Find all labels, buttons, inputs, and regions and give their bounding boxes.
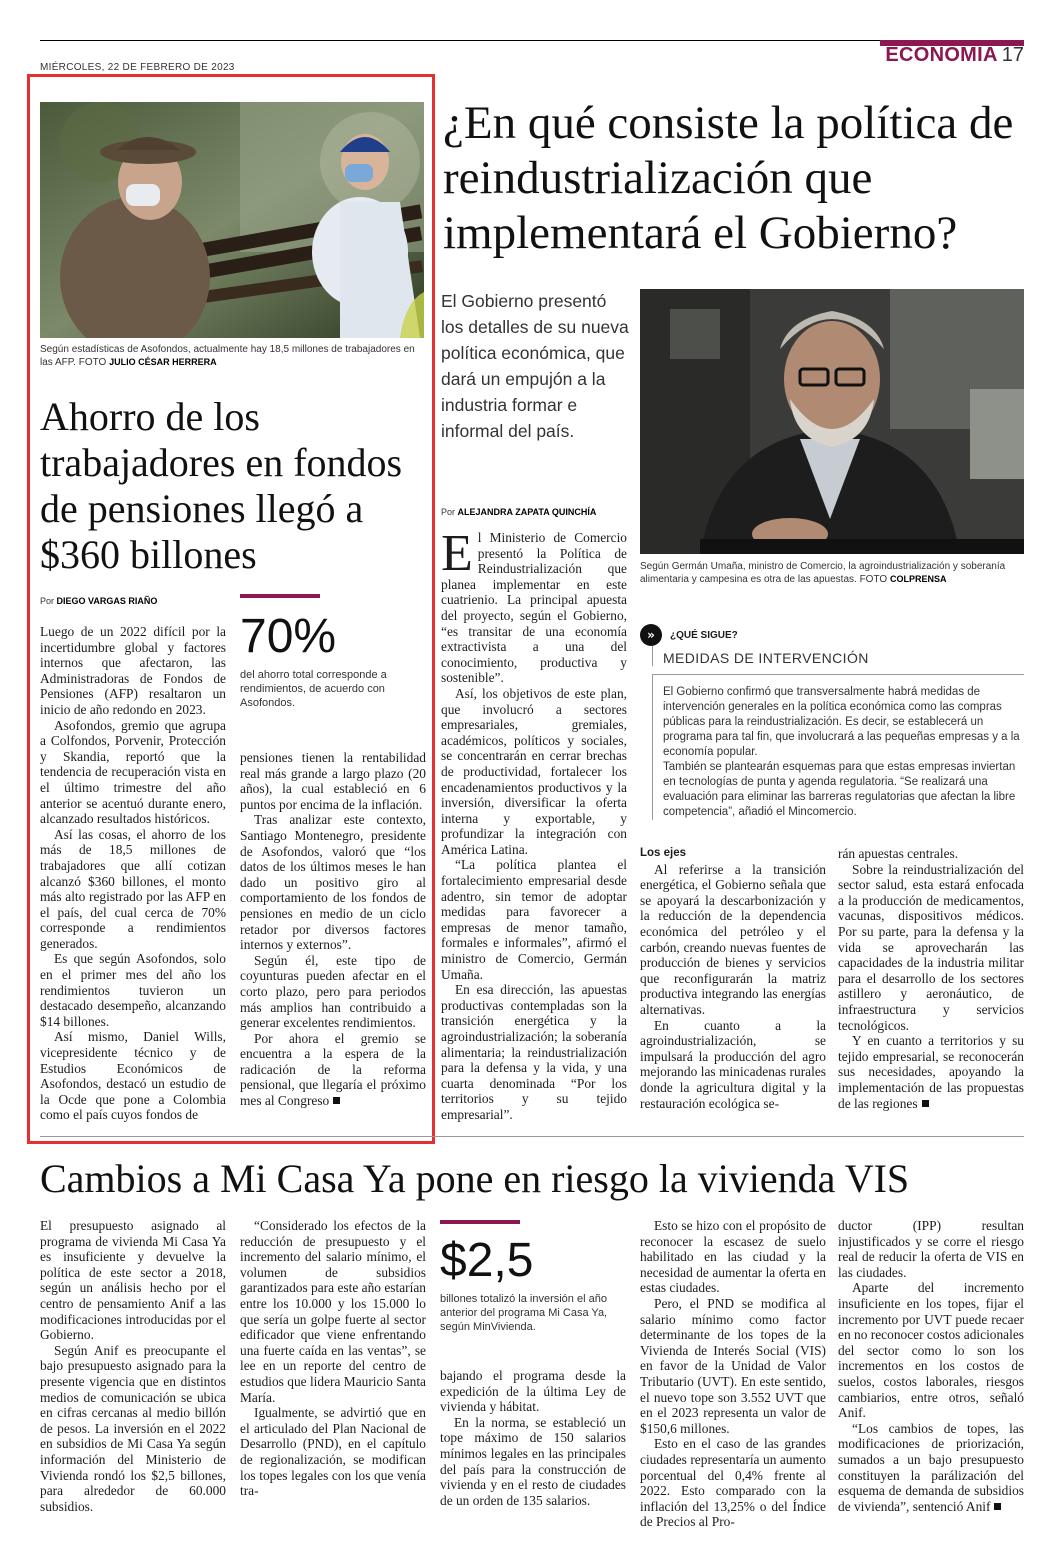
- double-chevron-icon: »: [640, 624, 662, 646]
- subhead-ejes: Los ejes: [640, 847, 687, 859]
- left-stat-text: del ahorro total corresponde a rendimientos, de acuerdo con Asofondos.: [240, 669, 387, 709]
- drop-cap: E: [441, 525, 473, 582]
- section-divider: [40, 1136, 1024, 1137]
- paragraph: Esto se hizo con el propósito de reconocer la escasez de suelo habilitado en las ciudad y la necesidad de aumentar la oferta en estas ciudades.: [640, 1218, 826, 1296]
- main-caption-credit: [860, 574, 947, 585]
- paragraph-text: Por ahora el gremio se encuentra a la espera de la radicación de la reforma pensional, que llegaría el próximo mes al Congreso: [240, 1030, 426, 1109]
- left-caption-credit: [79, 357, 217, 368]
- bottom-column-1: [40, 1218, 226, 1514]
- byline-author: ALEJANDRA ZAPATA QUINCHÍA: [457, 507, 597, 517]
- credit-prefix: FOTO: [78, 357, 107, 368]
- main-headline: ¿En qué consiste la política de reindustrialización que implementará el Gobierno?: [443, 97, 1014, 259]
- minister-photo: [640, 289, 1024, 554]
- paragraph: Al referirse a la transición energética, el Gobierno señala que se apoyará la descarbonización y la reducción de la dependencia económica del petróleo y el carbón, creando nuevas fuentes de producción de bienes y servicios que reconfigurarán la matriz productiva integrando las energías alternativas.: [640, 861, 826, 1017]
- byline-author: DIEGO VARGAS RIAÑO: [56, 596, 158, 606]
- paragraph-text: “Los cambios de topes, las modificaciones de priorización, sumados a un bajo presupuesto constituyen la parálización del esquema de demanda de subsidios de vivienda”, sentenció Anif: [838, 1420, 1024, 1514]
- paragraph: Luego de un 2022 difícil por la incertidumbre global y factores internos que afectaron, las Administradoras de Fondos de Pensiones (AFP) resaltaron un inicio de año redondo en 2023.: [40, 624, 226, 717]
- paragraph: [838, 1033, 1024, 1111]
- box-header: [640, 624, 1024, 646]
- paragraph: Esto en el caso de las grandes ciudades representaría un aumento porcentual del 0,4% frente al 2022. Esto comparado con la inflación del 13,25% o del Índice de Precios al Pro-: [640, 1436, 826, 1530]
- end-mark: [922, 1100, 929, 1107]
- paragraph: [838, 1421, 1024, 1515]
- bottom-stat-text: billones totalizó la inversión el año anterior del programa Mi Casa Ya, según MinVivienda.: [440, 1293, 608, 1333]
- bottom-column-2: [240, 1218, 426, 1499]
- page-number: 17: [1001, 44, 1024, 66]
- left-byline: [40, 596, 157, 606]
- main-column-2: [640, 846, 826, 1111]
- paragraph: ductor (IPP) resultan injustificados y se corre el riesgo real de reducir la oferta de VIS en las ciudades.: [838, 1218, 1024, 1280]
- paragraph: Igualmente, se advirtió que en el articulado del Plan Nacional de Desarrollo (PND), en el capítulo de regionalización, se modifican los topes legales con los que venía tra-: [240, 1405, 426, 1499]
- paragraph: Así mismo, Daniel Wills, vicepresidente técnico y de Estudios Económicos de Asofondos, destacó un estudio de la Ocde que pone a Colombia como el país cuyos fondos de: [40, 1029, 226, 1123]
- issue-date: MIÉRCOLES, 22 DE FEBRERO DE 2023: [40, 62, 235, 73]
- box-title: MEDIDAS DE INTERVENCIÓN: [663, 650, 869, 666]
- left-headline: Ahorro de los trabajadores en fondos de pensiones llegó a $360 billones: [40, 394, 403, 577]
- bottom-headline: Cambios a Mi Casa Ya pone en riesgo la vivienda VIS: [40, 1156, 910, 1201]
- left-caption-text: Según estadísticas de Asofondos, actualmente hay 18,5 millones de trabajadores en las AFP.: [40, 344, 415, 368]
- credit-name: COLPRENSA: [889, 574, 947, 584]
- credit-name: JULIO CÉSAR HERRERA: [109, 357, 217, 367]
- paragraph-text: l Ministerio de Comercio presentó la Política de Reindustrialización que planea implementar en este cuatrienio. La principal apuesta del proyecto, según el Gobierno, “es transitar de una economía extractivista a una del conocimiento, productiva y sostenible”.: [441, 530, 627, 686]
- main-lead: El Gobierno presentó los detalles de su nueva política económica, que dará un empujón a la industria formar e informal del país.: [441, 291, 629, 441]
- paragraph: En la norma, se estableció un tope máximo de 150 salarios mínimos legales en las principales del país para la construcción de vivienda y en el resto de ciudades de un orden de 135 salarios.: [440, 1414, 626, 1508]
- left-stat-rule: [240, 594, 320, 598]
- paragraph: Así, los objetivos de este plan, que involucró a sectores empresariales, gremiales, académicos, políticos y sociales, se concentrarán en cerrar brechas de productividad, fortalecer los encadenamientos productivos y la inversión, diversificar la oferta interna y exportable, y profundizar la integración con América Latina.: [441, 685, 627, 857]
- paragraph: rán apuestas centrales.: [838, 846, 959, 861]
- left-column-2: [240, 750, 426, 1109]
- what-next-box: [640, 624, 1024, 820]
- paragraph: Es que según Asofondos, solo en el primer mes del año los rendimientos tuvieron un destacado desempeño, alcanzando $14 billones.: [40, 951, 226, 1029]
- bottom-column-5: [838, 1218, 1024, 1514]
- box-kicker: ¿QUÉ SIGUE?: [670, 629, 738, 641]
- end-mark: [333, 1097, 340, 1104]
- paragraph: Según Anif es preocupante el bajo presupuesto asignado para la presente vigencia que en distintos medios de comunicación se ubica en cifras cercanas al medio billón de pesos. La inversión en el 2022 en subsidios de Mi Casa Ya según información del Ministerio de Vivienda rondó los $2,5 billones, para alrededor de 60.000 subsidios.: [40, 1342, 226, 1514]
- bottom-stat-rule: [440, 1220, 520, 1224]
- left-photo-caption: [40, 343, 424, 369]
- section-name: ECONOMÍA: [885, 44, 998, 66]
- paragraph: Así las cosas, el ahorro de los más de 18,5 millones de trabajadores que allí cotizan alcanzó $360 billones, el monto más alto registrado por las AFP en el país, del cual cerca de 70% corresponde a rendimientos generados.: [40, 826, 226, 951]
- header-rule: [40, 40, 1024, 41]
- paragraph: bajando el programa desde la expedición de la última Ley de vivienda y hábitat.: [440, 1368, 626, 1415]
- paragraph: En esa dirección, las apuestas productivas contempladas son la transición energética y la agroindustrialización; la soberanía alimentaria; la reindustrialización para la defensa y la vida, y una cuarta denominada “Por los territorios y su tejido empresarial”.: [441, 982, 627, 1122]
- section-label: [885, 44, 1024, 67]
- paragraph: En cuanto a la agroindustrialización, se impulsará la producción del agro mejorando las minicadenas rurales donde la agricultura digital y la restauración ecológica se-: [640, 1017, 826, 1111]
- main-column-1: [441, 525, 627, 1123]
- main-column-3: [838, 846, 1024, 1111]
- box-title-wrap: [652, 646, 1024, 666]
- end-mark: [994, 1503, 1001, 1510]
- left-column-1: [40, 624, 226, 1123]
- bottom-stat-value: $2,5: [440, 1234, 534, 1287]
- paragraph: Tras analizar este contexto, Santiago Montenegro, presidente de Asofondos, valoró que “los datos de los últimos meses le han dado un positivo giro al comportamiento de los fondos de pensiones en medio de un ciclo retador por diversos factores internos y externos”.: [240, 812, 426, 953]
- paragraph: [441, 525, 627, 686]
- paragraph: El presupuesto asignado al programa de vivienda Mi Casa Ya es insuficiente y devuelve la política de este sector a 2018, según un análisis hecho por el centro de pensamiento Anif a las modificaciones introducidas por el Gobierno.: [40, 1218, 226, 1343]
- paragraph: [240, 1031, 426, 1109]
- paragraph: pensiones tienen la rentabilidad real más grande a largo plazo (20 años), la cual estableció en 6 puntos por encima de la inflación.: [240, 750, 426, 812]
- pensioners-photo: [40, 102, 424, 338]
- paragraph: “Considerado los efectos de la reducción de presupuesto y el incremento del salario mínimo, el volumen de subsidios garantizados para este año estarían entre los 10.000 y los 15.000 lo que sería un golpe fuerte al sector edificador que viene enfrentando una fuerte caída en las ventas”, se lee en un reporte del centro de estudios que lidera Mauricio Santa María.: [240, 1218, 426, 1405]
- paragraph: “La política plantea el fortalecimiento empresarial desde adentro, sin temor de adoptar medidas para favorecer a empresas de menor tamaño, formales e informales”, afirmó el ministro de Comercio, Germán Umaña.: [441, 857, 627, 982]
- credit-prefix: FOTO: [859, 574, 888, 585]
- paragraph: Pero, el PND se modifica al salario mínimo como factor determinante de los topes de la Vivienda de Interés Social (VIS) en favor de la Unidad de Valor Tributario (UVT). En este sentido, el nuevo tope son 3.552 UVT que en el 2023 representa un valor de $150,6 millones.: [640, 1295, 826, 1436]
- bottom-column-4: [640, 1218, 826, 1530]
- paragraph: Aparte del incremento insuficiente en los topes, fijar el incremento por UVT puede recaer en no reconocer costos adicionales del sector como lo son los incrementos en los costos de suelos, costos laborales, riesgos cambiarios, entre otros, señaló Anif.: [838, 1280, 1024, 1421]
- main-photo-caption: [640, 560, 1024, 586]
- main-caption-text: Según Germán Umaña, ministro de Comercio, la agroindustrialización y soberanía alimentaria y campesina es otra de las apuestas.: [640, 561, 1006, 585]
- paragraph: Según él, este tipo de coyunturas pueden afectar en el corto plazo, pero para periodos más amplios han contribuido a generar excelentes rendimientos.: [240, 952, 426, 1031]
- byline-prefix: Por: [40, 596, 55, 606]
- left-stat-value: 70%: [240, 610, 337, 663]
- box-paragraph: También se plantearán esquemas para que estas empresas inviertan en tecnologías de punta y agenda regulatoria. “Se realizará una evaluación para eliminar las barreras regulatorias que afectan la libre competencia”, añadió el Mincomercio.: [663, 761, 1016, 818]
- byline-prefix: Por: [441, 507, 456, 517]
- main-byline: [441, 507, 596, 517]
- bottom-column-3: [440, 1368, 626, 1508]
- box-body: [652, 674, 1024, 820]
- paragraph: Asofondos, gremio que agrupa a Colfondos, Porvenir, Protección y Skandia, reportó que la tendencia de recuperación vista en el último trimestre del año anterior se acentuó durante enero, alcanzado resultados históricos.: [40, 717, 226, 827]
- box-paragraph: El Gobierno confirmó que transversalmente habrá medidas de intervención generales en la política económica como las compras públicas para la reindustrialización. Es decir, se establecerá un programa para tal fin, que involucrará a las pequeñas empresas y a la economía popular.: [663, 686, 1020, 758]
- paragraph: Sobre la reindustrialización del sector salud, esta estará enfocada a la producción de medicamentos, vacunas, dispositivos médicos. Por su parte, para la defensa y la vida se aprovecharán las capacidades de la industria militar para el desarrollo de los sectores astillero y aeronáutico, de infraestructura y servicios tecnológicos.: [838, 861, 1024, 1033]
- paragraph-text: Y en cuanto a territorios y su tejido empresarial, se reconocerán sus necesidades, apoyando la implementación de las propuestas de las regiones: [838, 1033, 1024, 1111]
